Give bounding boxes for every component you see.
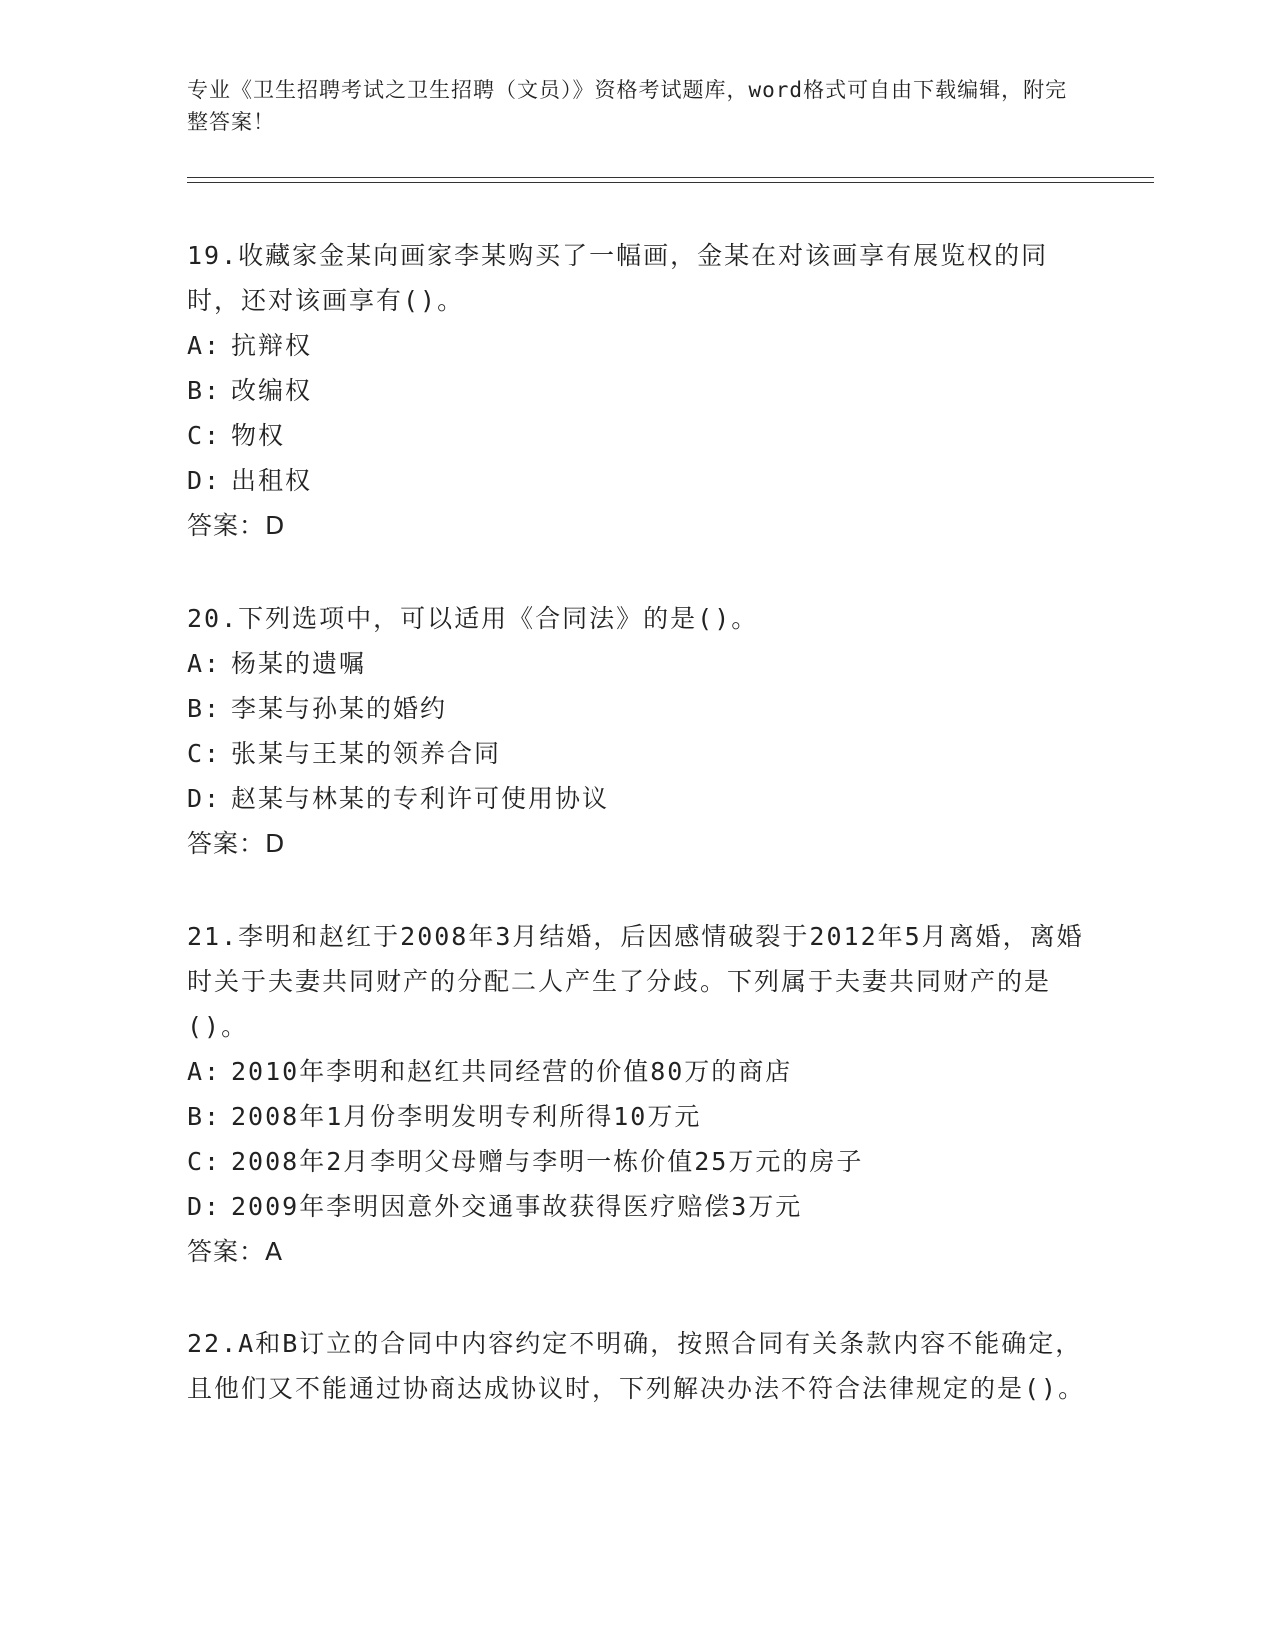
option-a [187, 323, 1087, 368]
option-d [187, 1184, 1087, 1229]
option-text: 出租权 [231, 466, 313, 495]
option-text: 改编权 [231, 376, 313, 405]
option-c [187, 1139, 1087, 1184]
option-text: 杨某的遗嘱 [231, 649, 367, 678]
option-a [187, 1049, 1087, 1094]
option-c [187, 731, 1087, 776]
option-letter: A: [187, 331, 222, 360]
option-letter: D: [187, 784, 222, 813]
option-letter: B: [187, 376, 222, 405]
option-b [187, 368, 1087, 413]
question-text: 22.A和B订立的合同中内容约定不明确，按照合同有关条款内容不能确定，且他们又不能通过协商达成协议时，下列解决办法不符合法律规定的是()。 [187, 1329, 1086, 1403]
question-text: 19.收藏家金某向画家李某购买了一幅画，金某在对该画享有展览权的同时，还对该画享有()。 [187, 241, 1049, 315]
option-d [187, 776, 1087, 821]
option-letter: D: [187, 1192, 222, 1221]
option-text: 2009年李明因意外交通事故获得医疗赔偿3万元 [231, 1192, 803, 1221]
option-text: 抗辩权 [231, 331, 313, 360]
question-21 [187, 914, 1087, 1274]
option-text: 赵某与林某的专利许可使用协议 [231, 784, 610, 813]
option-text: 2008年1月份李明发明专利所得10万元 [231, 1102, 702, 1131]
question-22 [187, 1321, 1087, 1411]
option-text: 物权 [231, 421, 286, 450]
option-letter: A: [187, 649, 222, 678]
option-letter: B: [187, 1102, 222, 1131]
question-20 [187, 596, 1087, 866]
option-letter: C: [187, 1147, 222, 1176]
option-letter: C: [187, 421, 222, 450]
header-divider-top [187, 177, 1154, 178]
option-text: 2008年2月李明父母赠与李明一栋价值25万元的房子 [231, 1147, 864, 1176]
option-letter: A: [187, 1057, 222, 1086]
option-text: 李某与孙某的婚约 [231, 694, 448, 723]
option-letter: D: [187, 466, 222, 495]
option-letter: B: [187, 694, 222, 723]
option-c [187, 413, 1087, 458]
option-b [187, 1094, 1087, 1139]
answer-label: 答案：A [187, 1237, 284, 1266]
document-header: 专业《卫生招聘考试之卫生招聘（文员）》资格考试题库，word格式可自由下载编辑，附完整答案！ [187, 78, 1068, 134]
option-b [187, 686, 1087, 731]
option-a [187, 641, 1087, 686]
question-19 [187, 233, 1087, 548]
option-text: 张某与王某的领养合同 [231, 739, 502, 768]
option-letter: C: [187, 739, 222, 768]
option-d [187, 458, 1087, 503]
header-divider-bottom [187, 182, 1154, 183]
answer-label: 答案：D [187, 511, 286, 540]
question-text: 20.下列选项中，可以适用《合同法》的是()。 [187, 604, 759, 633]
question-text: 21.李明和赵红于2008年3月结婚，后因感情破裂于2012年5月离婚，离婚时关于夫妻共同财产的分配二人产生了分歧。下列属于夫妻共同财产的是()。 [187, 922, 1084, 1041]
option-text: 2010年李明和赵红共同经营的价值80万的商店 [231, 1057, 793, 1086]
answer-label: 答案：D [187, 829, 286, 858]
